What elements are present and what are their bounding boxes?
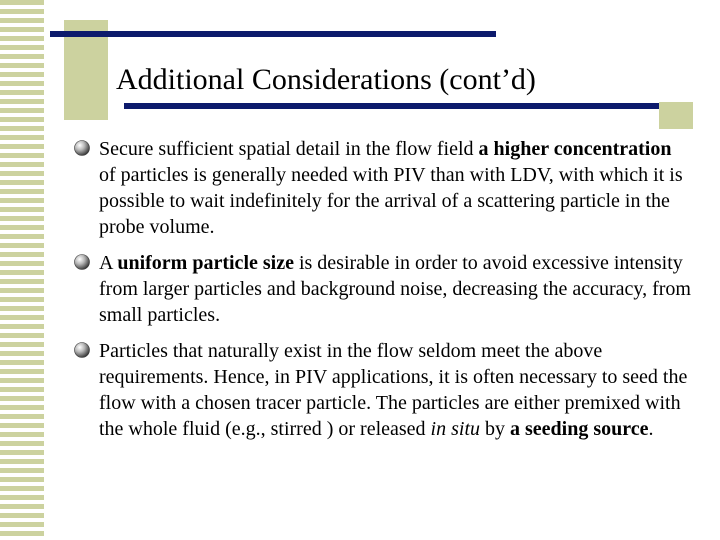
slide-title: Additional Considerations (cont’d) (116, 63, 536, 96)
bullet-text (99, 138, 683, 238)
accent-line-top (50, 31, 496, 37)
bullet-text-bold: a higher concentration (478, 138, 672, 160)
accent-line-bottom (124, 103, 672, 109)
accent-block-square (659, 102, 693, 129)
bullet-text-run: Secure sufficient spatial detail in the flow field (99, 138, 479, 160)
bullet-text-bold: uniform particle size (117, 252, 294, 274)
sphere-bullet-icon (73, 139, 91, 157)
bullet-text-run: Particles that naturally exist in the flow seldom meet the above requirements. Hence, in PIV applications, it is often necessary to seed the flow with a chosen tracer particle. The particles are either premixed with the whole fluid (e.g., stirred ) or released (99, 340, 688, 440)
decorative-stripe (0, 0, 44, 540)
bullet-text-run: . (648, 418, 654, 440)
bullet-item (73, 136, 693, 240)
bullet-list (73, 136, 693, 452)
bullet-text (99, 340, 687, 440)
bullet-text-italic: in situ (430, 418, 480, 440)
bullet-text-run: A (99, 252, 118, 274)
bullet-item (73, 338, 693, 442)
bullet-text (99, 252, 691, 326)
bullet-text-run: is desirable in order to avoid excessive intensity from larger particles and background noise, decreasing the accuracy, from small particles. (99, 252, 691, 326)
bullet-text-bold: a seeding source (510, 418, 649, 440)
bullet-item (73, 250, 693, 328)
bullet-text-run: by (480, 418, 510, 440)
bullet-text-run: of particles is generally needed with PIV than with LDV, with which it is possible to wait indefinitely for the arrival of a scattering particle in the probe volume. (99, 164, 683, 238)
sphere-bullet-icon (73, 341, 91, 359)
sphere-bullet-icon (73, 253, 91, 271)
